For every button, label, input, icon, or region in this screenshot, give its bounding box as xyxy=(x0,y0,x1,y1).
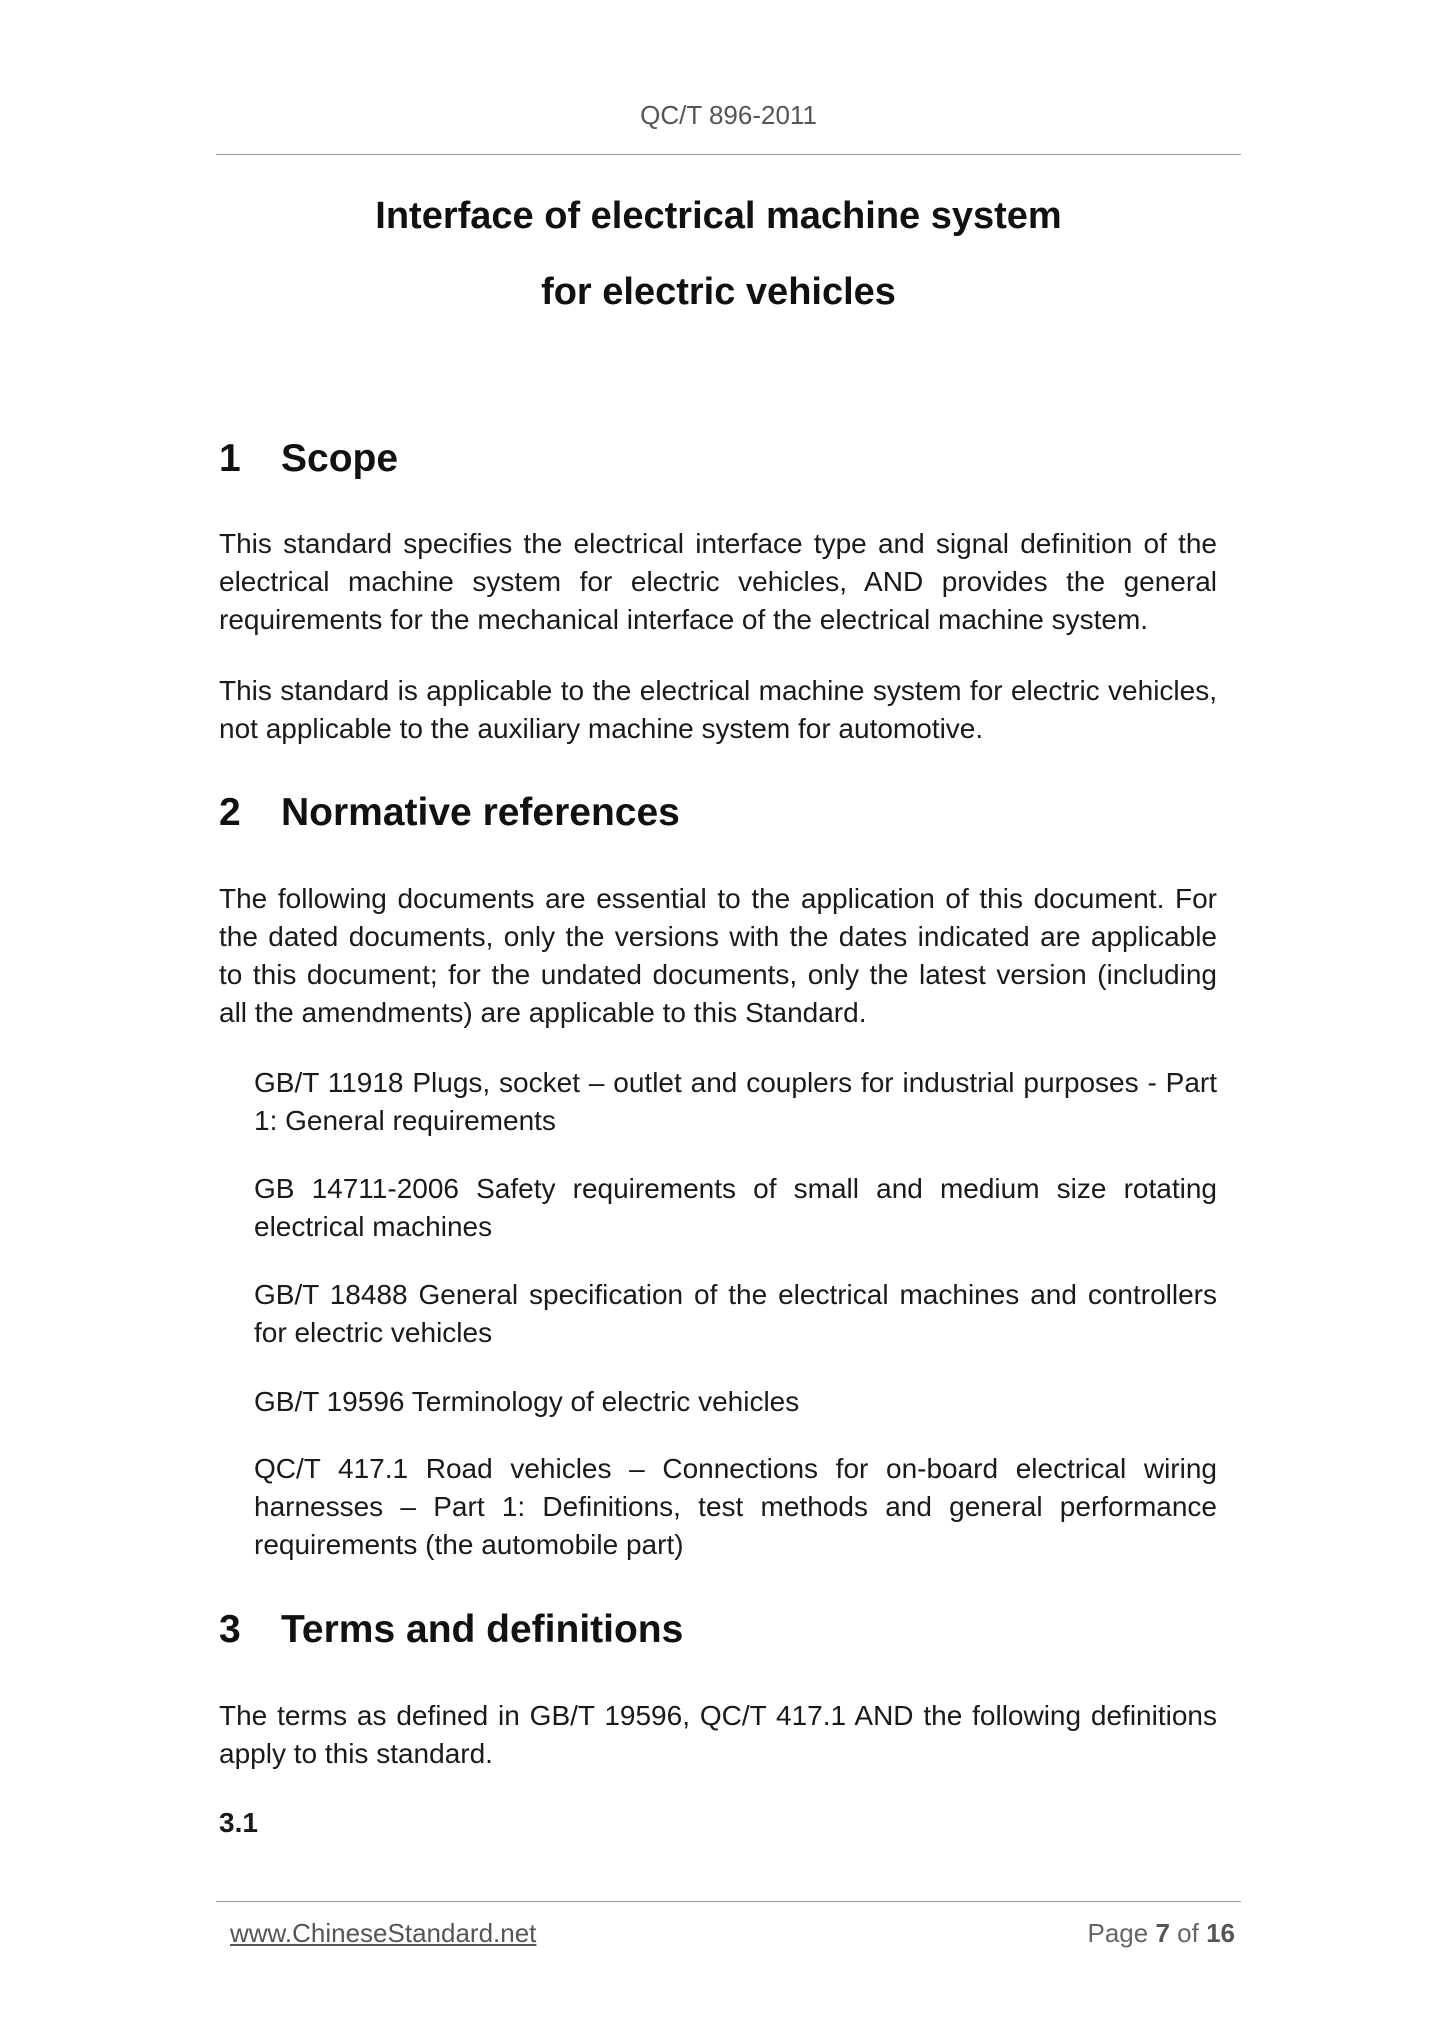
section-title: Normative references xyxy=(281,791,680,834)
terms-paragraph: The terms as defined in GB/T 19596, QC/T 417.1 AND the following definitions apply to this standard. xyxy=(219,1700,1217,1769)
normative-references-paragraph: The following documents are essential to the application of this document. For the dated documents, only the versions with the dates indicated are applicable to this document; for the undated documents, only the latest version (including all the amendments) are applicable to this Standard. xyxy=(219,883,1217,1028)
footer-divider xyxy=(216,1901,1241,1902)
section-title: Terms and definitions xyxy=(281,1608,684,1651)
page-indicator xyxy=(1087,1918,1235,1949)
section-2-heading xyxy=(219,791,680,835)
reference-item: GB/T 18488 General specification of the electrical machines and controllers for electric vehicles xyxy=(254,1279,1217,1348)
current-page: 7 xyxy=(1155,1918,1170,1948)
total-pages: 16 xyxy=(1206,1918,1235,1948)
section-3-heading xyxy=(219,1608,683,1652)
website-link[interactable]: www.ChineseStandard.net xyxy=(230,1918,537,1948)
section-number: 1 xyxy=(219,437,241,480)
reference-item: GB/T 11918 Plugs, socket – outlet and couplers for industrial purposes - Part 1: General requirements xyxy=(254,1067,1217,1136)
reference-item: GB/T 19596 Terminology of electric vehicles xyxy=(254,1386,800,1417)
section-title: Scope xyxy=(281,437,399,480)
document-title-line-2: for electric vehicles xyxy=(541,271,896,313)
subclause-number: 3.1 xyxy=(219,1807,258,1838)
section-number: 2 xyxy=(219,791,241,834)
document-number-header: QC/T 896-2011 xyxy=(640,100,817,130)
scope-paragraph-1: This standard specifies the electrical interface type and signal definition of the electrical machine system for electric vehicles, AND provides the general requirements for the mechanical interface of the electrical machine system. xyxy=(219,528,1217,635)
scope-paragraph-2: This standard is applicable to the electrical machine system for electric vehicles, not applicable to the auxiliary machine system for automotive. xyxy=(219,675,1217,744)
page-of-label: of xyxy=(1177,1918,1199,1948)
reference-item: GB 14711-2006 Safety requirements of small and medium size rotating electrical machines xyxy=(254,1173,1217,1242)
section-1-heading xyxy=(219,437,398,481)
document-title-line-1: Interface of electrical machine system xyxy=(375,195,1062,237)
reference-item: QC/T 417.1 Road vehicles – Connections for on-board electrical wiring harnesses – Part 1: Definitions, test methods and general performance requirements (the automobile part) xyxy=(254,1453,1217,1560)
header-divider xyxy=(216,154,1241,155)
page-label: Page xyxy=(1087,1918,1149,1948)
section-number: 3 xyxy=(219,1608,241,1651)
